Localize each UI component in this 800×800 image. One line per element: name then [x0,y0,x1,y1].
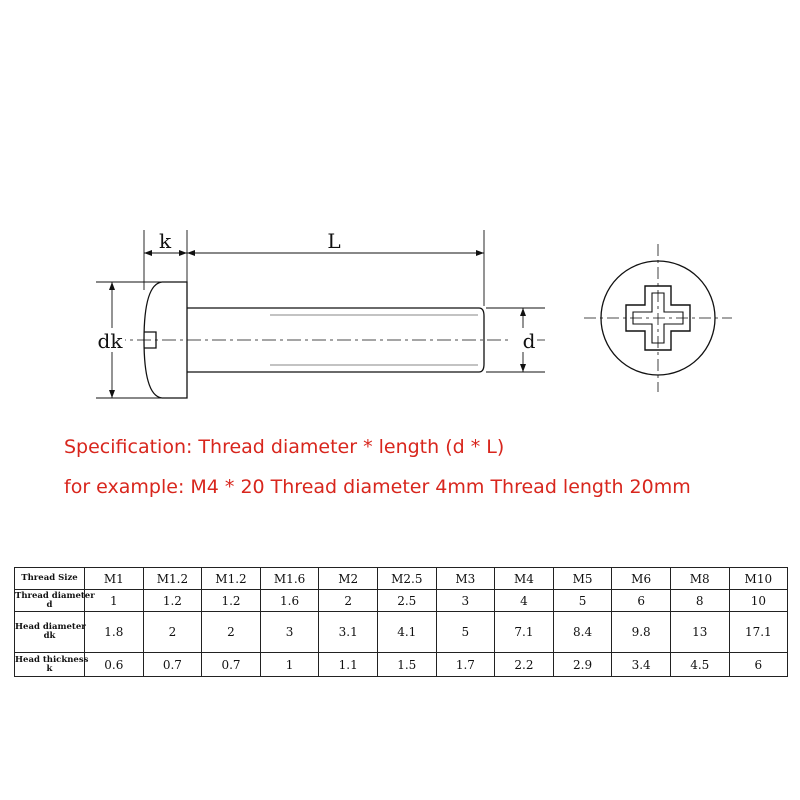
table-cell: 5 [436,612,495,653]
table-cell: 7.1 [495,612,554,653]
row-header-label: Head diameter [15,622,86,632]
row-header-label: dk [43,631,56,641]
table-cell: 17.1 [729,612,788,653]
table-cell: M6 [612,568,671,590]
row-header-label: Thread Size [21,573,78,583]
dk-dimension-label: dk [97,329,123,353]
table-cell: 1.8 [85,612,144,653]
table-cell: M3 [436,568,495,590]
table-cell: 1.2 [202,590,261,612]
table-cell: 9.8 [612,612,671,653]
table-cell: 2.2 [495,653,554,677]
table-cell: M1.6 [260,568,319,590]
table-cell: 1 [85,590,144,612]
table-cell: 1 [260,653,319,677]
table-cell: M1.2 [202,568,261,590]
table-cell: M10 [729,568,788,590]
table-cell: M1 [85,568,144,590]
table-row [15,568,788,590]
L-dimension-label: L [327,229,341,253]
table-cell: 3 [260,612,319,653]
table-cell: 2 [202,612,261,653]
table-cell: 6 [729,653,788,677]
table-cell: M5 [553,568,612,590]
table-cell: M2.5 [377,568,436,590]
table-cell: 4.5 [670,653,729,677]
table-cell: 0.7 [202,653,261,677]
table-row [15,612,788,653]
screw-size-table [14,567,788,677]
table-cell: 3 [436,590,495,612]
example-text: for example: M4 * 20 Thread diameter 4mm Thread length 20mm [64,476,691,498]
table-cell: 1.7 [436,653,495,677]
table-row [15,590,788,612]
table-cell: 3.1 [319,612,378,653]
table-cell: 1.1 [319,653,378,677]
table-cell: 6 [612,590,671,612]
table-cell: 8 [670,590,729,612]
table-cell: M4 [495,568,554,590]
row-header-label: k [46,663,53,674]
table-cell: M2 [319,568,378,590]
row-header [15,568,85,590]
table-cell: 2 [319,590,378,612]
row-header [15,653,89,677]
specification-text: Specification: Thread diameter * length (d * L) [64,436,505,458]
table-cell: 4 [495,590,554,612]
table-cell: 2.9 [553,653,612,677]
table-cell: 0.6 [85,653,144,677]
table-cell: 13 [670,612,729,653]
table-cell: 2.5 [377,590,436,612]
table-cell: 3.4 [612,653,671,677]
table-cell: 2 [143,612,202,653]
table-row [15,653,788,677]
d-dimension-label: d [522,329,536,353]
table-cell: 1.5 [377,653,436,677]
table-cell: 4.1 [377,612,436,653]
row-header-label: d [46,599,53,610]
table-cell: 1.6 [260,590,319,612]
table-cell: 10 [729,590,788,612]
table-cell: 8.4 [553,612,612,653]
table-cell: M1.2 [143,568,202,590]
row-header-label: Thread diameter [15,590,95,601]
row-header-label: Head thickness [15,654,89,665]
row-header [15,590,95,612]
table-cell: 1.2 [143,590,202,612]
table-cell: 5 [553,590,612,612]
table-cell: 0.7 [143,653,202,677]
row-header [15,612,85,653]
table-cell: M8 [670,568,729,590]
k-dimension-label: k [158,229,172,253]
